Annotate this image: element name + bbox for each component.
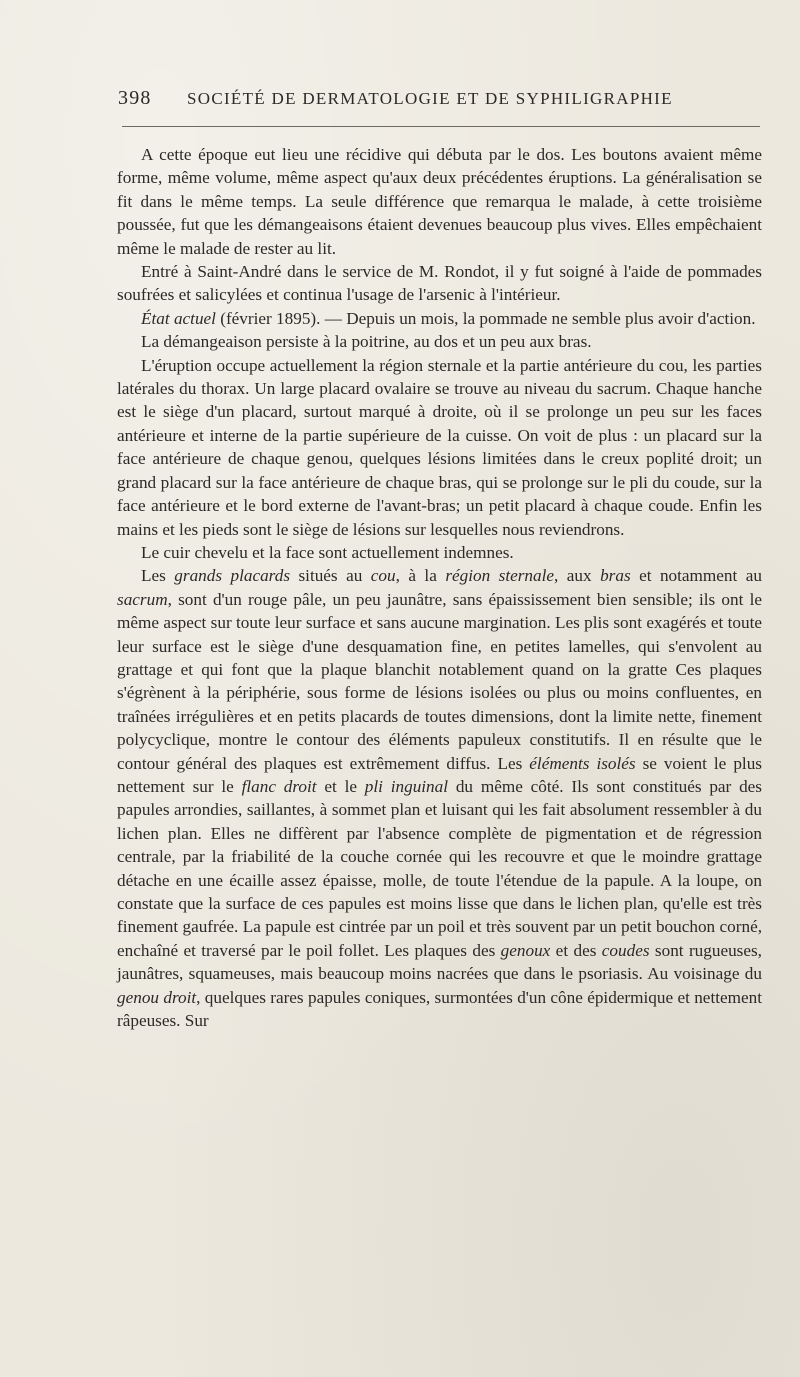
paragraph-recidive: A cette époque eut lieu une récidive qui débuta par le dos. Les boutons avaient même forme, même volume, même aspect qu'aux deux précédentes éruptions. La généralisation se fit dans le même temps. La seule différence que remarqua le malade, à cette troisième poussée, fut que les démangeaisons étaient devenues beaucoup plus vives. Elles empêchaient même le malade de rester au lit. [117, 145, 762, 258]
etat-actuel-heading: État actuel [141, 308, 216, 328]
running-head [118, 87, 698, 115]
text-run: et des [550, 940, 602, 960]
text-run: et notamment au [630, 566, 762, 586]
text-run: du même côté. Ils sont constitués par des papules arrondies, saillantes, à sommet plan et luisant qui les fait absolument ressembler à du lichen plan. Elles ne diffèrent par l'absence complète de pigmentation et de régression centrale, par la friabilité de la couche cornée qui les recouvre et que le moindre grattage détache en une écaille assez épaisse, molle, de toute l'étendue de la papule. A la loupe, on constate que la surface de ces papules est moins lisse que dans le lichen plan, qu'elle est très finement gaufrée. La papule est cintrée par un poil et très souvent par un petit bouchon corné, enchaîné et traversé par le poil follet. Les plaques des [117, 776, 762, 960]
italic-term: éléments isolés [529, 753, 636, 773]
text-run: et le [316, 776, 365, 796]
text-run: , aux [554, 566, 601, 586]
paragraph-grands-placards [117, 564, 762, 1032]
italic-term: genou droit [117, 987, 197, 1007]
paragraph-eruption: L'éruption occupe actuellement la région sternale et la partie antérieure du cou, les parties latérales du thorax. Un large placard ovalaire se trouve au niveau du sacrum. Chaque hanche est le siège d'un placard, surtout marqué à droite, où il se prolonge un peu sur les faces antérieure et interne de la partie supérieure de la cuisse. On voit de plus : un placard sur la face antérieure de chaque genou, quelques lésions limitées dans le creux poplité droit; un grand placard sur la face antérieure de chaque bras, qui se prolonge sur le pli du coude, sur la face antérieure et le bord externe de l'avant-bras; un petit placard à chaque coude. Enfin les mains et les pieds sont le siège de lésions sur lesquelles nous reviendrons. [117, 355, 762, 539]
text-run: , sont d'un rouge pâle, un peu jaunâtre, sans épaississement bien sensible; ils ont le même aspect sur toute leur surface et sans aucune margination. Les plis sont exagérés et toute leur surface est le siège d'une desquamation fine, en petites lamelles, qui s'envolent au grattage et qui font que la plaque blanchit notablement quand on la gratte Ces plaques s'égrènent à la périphérie, sous forme de lésions isolées ou plus ou moins confluentes, en traînées irrégulières et en petits placards de toutes dimensions, dont la limite nette, finement polycyclique, montre le contour des éléments papuleux constitutifs. Il en résulte que le contour général des plaques est extrêmement diffus. Les [117, 589, 762, 773]
journal-title: SOCIÉTÉ DE DERMATOLOGIE ET DE SYPHILIGRAPHIE [187, 89, 673, 108]
italic-term: bras [600, 566, 631, 586]
paragraph-etat-actuel [117, 307, 762, 330]
header-rule [122, 126, 760, 127]
text-run: , à la [395, 566, 446, 586]
italic-term: sacrum [117, 589, 168, 609]
text-run: , quelques rares papules coniques, surmontées d'un cône épidermique et nettement râpeuses. Sur [117, 987, 762, 1031]
paragraph-cuir-chevelu: Le cuir chevelu et la face sont actuellement indemnes. [141, 542, 514, 562]
italic-term: grands placards [174, 566, 291, 586]
text-run: se voient le plus nettement sur le [117, 753, 762, 796]
text-run: situés au [290, 566, 371, 586]
etat-actuel-text: (février 1895). — Depuis un mois, la pommade ne semble plus avoir d'action. [215, 308, 756, 328]
italic-term: flanc droit [241, 776, 317, 796]
body-text [117, 143, 762, 1032]
italic-term: cou [370, 566, 396, 586]
page-number: 398 [118, 87, 152, 109]
italic-term: région sternale [445, 566, 555, 586]
paragraph-saint-andre: Entré à Saint-André dans le service de M. Rondot, il y fut soigné à l'aide de pommades soufrées et salicylées et continua l'usage de l'arsenic à l'intérieur. [117, 262, 762, 305]
text-run: Les [141, 566, 175, 586]
italic-term: coudes [601, 940, 650, 960]
paragraph-demangeaison: La démangeaison persiste à la poitrine, au dos et un peu aux bras. [141, 332, 592, 352]
text-run: sont rugueuses, jaunâtres, squameuses, mais beaucoup moins nacrées que dans le psoriasis. Au voisinage du [117, 940, 762, 984]
italic-term: genoux [500, 940, 551, 960]
italic-term: pli inguinal [364, 776, 449, 796]
